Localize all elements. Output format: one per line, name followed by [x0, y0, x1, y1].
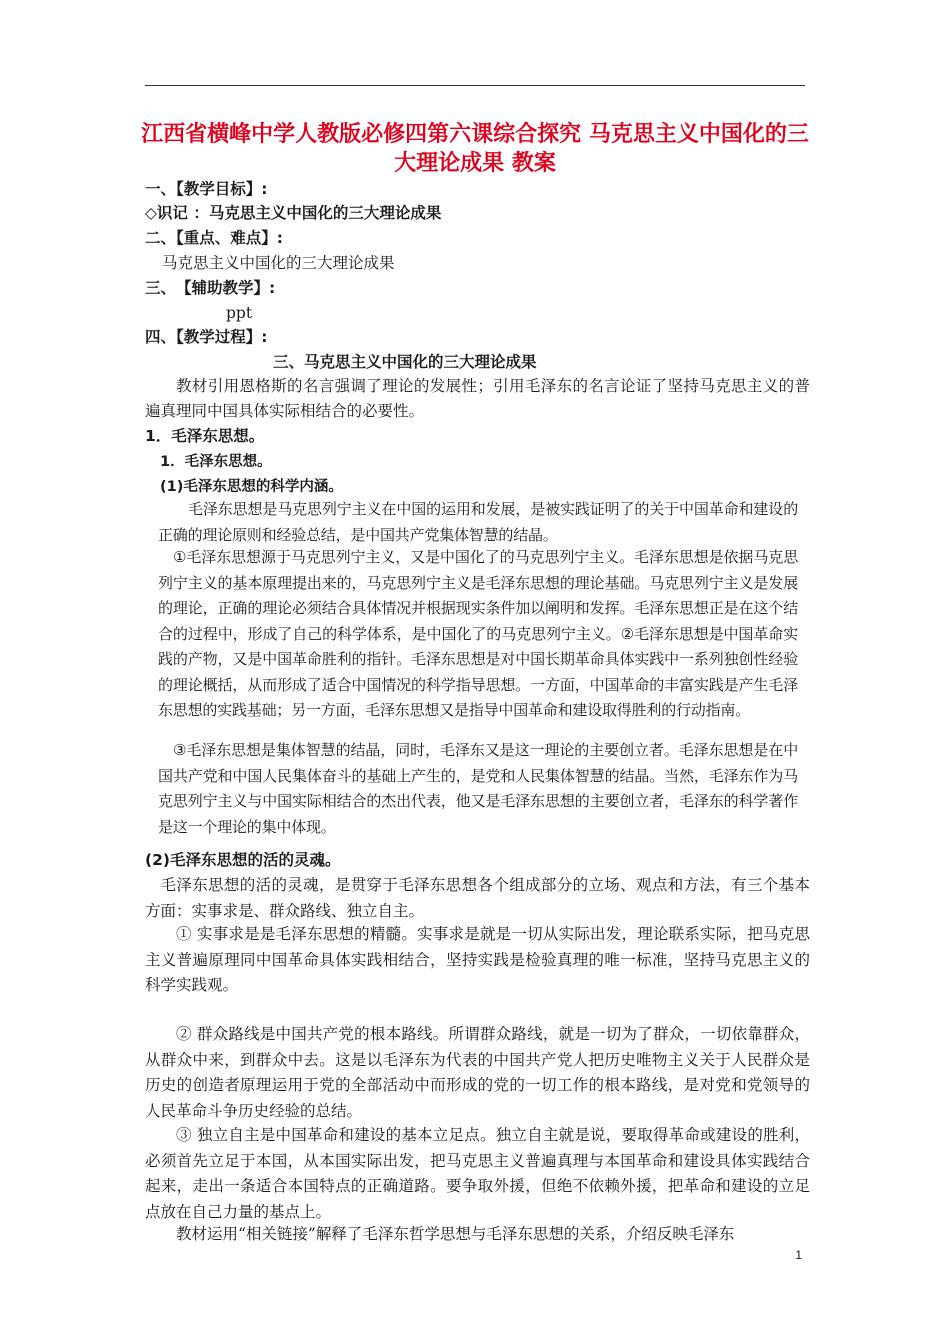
soul-point-1: ① 实事求是是毛泽东思想的精髓。实事求是就是一切从实际出发，理论联系实际，把马克思主义普遍原理同中国革命具体实践相结合，坚持实践是检验真理的唯一标准，坚持马克思主义的科学实践观。 [145, 925, 810, 994]
intro-paragraph: 教材引用恩格斯的名言强调了理论的发展性；引用毛泽东的名言论证了坚持马克思主义的普遍真理同中国具体实际相结合的必要性。 [145, 377, 810, 420]
related-link-paragraph: 教材运用“相关链接”解释了毛泽东哲学思想与毛泽东思想的关系，介绍反映毛泽东 [176, 1225, 735, 1243]
scan-paragraph-3: ③毛泽东思想是集体智慧的结晶，同时，毛泽东又是这一理论的主要创立者。毛泽东思想是在中国共产党和中国人民集体奋斗的基础上产生的，是党和人民集体智慧的结晶。当然，毛泽东作为马克思列宁主义与中国实际相结合的杰出代表，他又是毛泽东思想的主要创立者，毛泽东的科学著作是这一个理论的集中体现。 [158, 741, 798, 836]
page-number: 1 [795, 1248, 802, 1262]
header-rule [145, 85, 805, 86]
soul-point-2: ② 群众路线是中国共产党的根本路线。所谓群众路线，就是一切为了群众，一切依靠群众，从群众中来，到群众中去。这是以毛泽东为代表的中国共产党人把历史唯物主义关于人民群众是历史的创造者原理运用于党的全部活动中而形成的党的一切工作的根本路线，是对党和党领导的人民革命斗争历史经验的总结。 [145, 1025, 810, 1120]
key-heading: 二、【重点、难点】: [145, 229, 283, 247]
aid-heading: 三、 【辅助教学】: [145, 279, 276, 297]
document-title: 江西省横峰中学人教版必修四第六课综合探究 马克思主义中国化的三大理论成果 教案 [141, 122, 809, 176]
scan-paragraph-2: ①毛泽东思想源于马克思列宁主义，又是中国化了的马克思列宁主义。毛泽东思想是依据马克思列宁主义的基本原理提出来的，马克思列宁主义是毛泽东思想的理论基础。马克思列宁主义是发展的理论，正确的理论必须结合具体情况并根据现实条件加以阐明和发挥。毛泽东思想正是在这个结合的过程中，形成了自己的科学体系，是中国化了的马克思列宁主义。②毛泽东思想是中国革命实践的产物，又是中国革命胜利的指针。毛泽东思想是对中国长期革命具体实践中一系列独创性经验的理论概括，从而形成了适合中国情况的科学指导思想。一方面，中国革命的丰富实践是产生毛泽东思想的实践基础；另一方面，毛泽东思想又是指导中国革命和建设取得胜利的行动指南。 [158, 548, 798, 719]
process-subtitle: 三、马克思主义中国化的三大理论成果 [273, 353, 537, 371]
scan-paragraph-1: 毛泽东思想是马克思列宁主义在中国的运用和发展，是被实践证明了的关于中国革命和建设的正确的理论原则和经验总结，是中国共产党集体智慧的结晶。 [158, 500, 798, 544]
goal-item-text: ◇识记 ：马克思主义中国化的三大理论成果 [145, 204, 442, 222]
goal-heading: 一、【教学目标】: [145, 180, 268, 198]
aid-item: ppt [226, 304, 253, 322]
section-1-heading: 1．毛泽东思想。 [145, 427, 265, 445]
key-item: 马克思主义中国化的三大理论成果 [162, 254, 395, 272]
goal-item [145, 201, 810, 225]
scan-heading-2: (1)毛泽东思想的科学内涵。 [160, 479, 343, 495]
soul-point-3: ③ 独立自主是中国革命和建设的基本立足点。独立自主就是说，要取得革命或建设的胜利，必须首先立足于本国，从本国实际出发，把马克思主义普遍真理与本国革命和建设具体实践结合起来，走出一条适合本国特点的正确道路。要争取外援，但绝不依赖外援，把革命和建设的立足点放在自己力量的基点上。 [145, 1126, 810, 1221]
process-heading: 四、【教学过程】: [145, 328, 268, 346]
soul-intro: 毛泽东思想的活的灵魂，是贯穿于毛泽东思想各个组成部分的立场、观点和方法，有三个基本方面：实事求是、群众路线、独立自主。 [145, 876, 810, 920]
section-2-heading: (2)毛泽东思想的活的灵魂。 [145, 851, 341, 869]
scan-heading-1: 1．毛泽东思想。 [160, 454, 272, 470]
